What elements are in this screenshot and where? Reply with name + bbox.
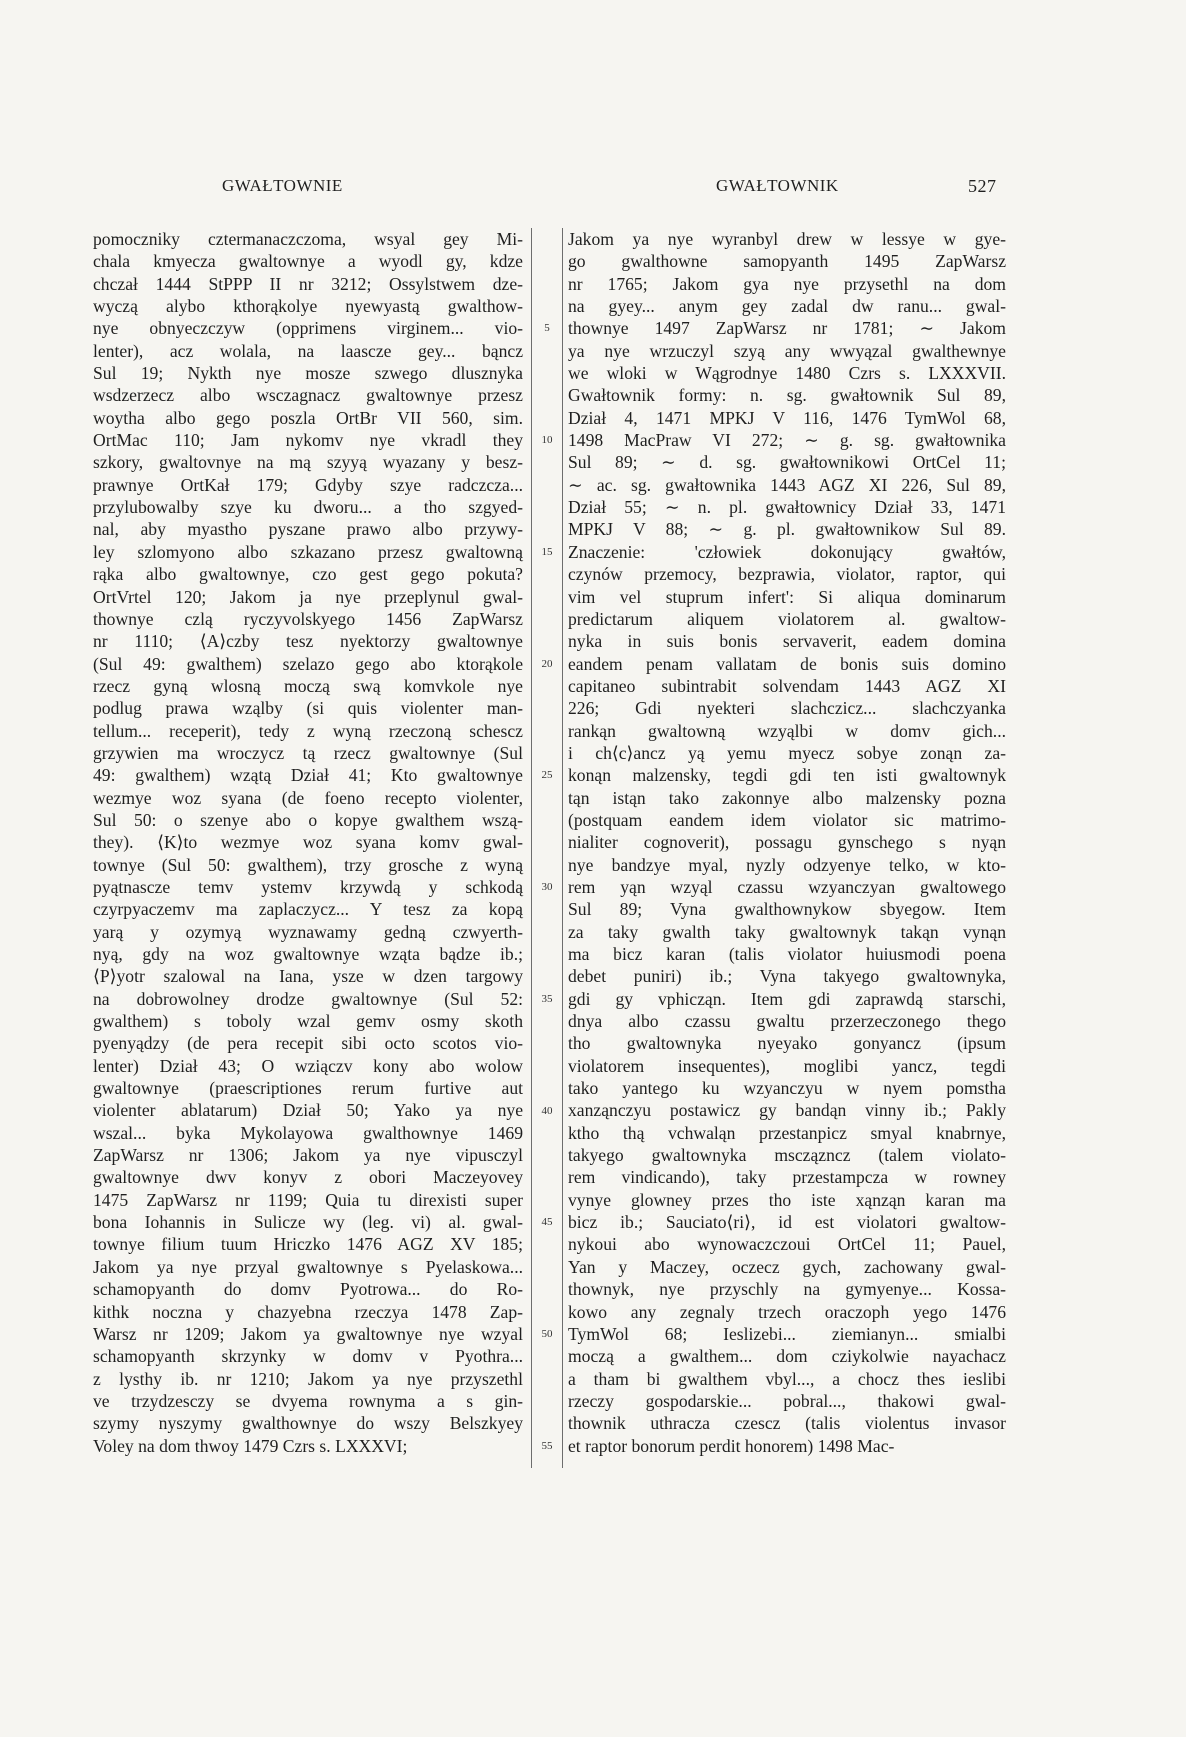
text-line: 226; Gdi nyekteri slachczicz... slachczyanka xyxy=(568,698,1006,719)
text-line: nyą, gdy na woz gwaltownye wząta bądze ib.; xyxy=(93,944,523,964)
text-line: Sul 89; Vyna gwalthownykow sbyegow. Item xyxy=(568,899,1006,920)
text-line: przylubowalby szye ku dworu... a tho szgyed- xyxy=(93,497,523,518)
left-column-text xyxy=(93,228,523,1457)
text-line: ley szlomyono albo szkazano przesz gwaltowną xyxy=(93,541,523,562)
header-right-headword: GWAŁTOWNIK xyxy=(716,176,839,195)
text-line: tho gwaltownyka nyeyako gonyancz (ipsum xyxy=(568,1033,1006,1054)
text-line: woytha albo gego poszla OrtBr VII 560, sim. xyxy=(93,407,523,428)
text-line: schamopyanth skrzynky w domv v Pyothra... xyxy=(93,1346,523,1367)
line-number: 15 xyxy=(541,545,553,558)
text-line: thownye 1497 ZapWarsz nr 1781; ∼ Jakom xyxy=(568,318,1006,339)
text-line: wsdzerzecz albo wsczagnacz gwaltownye przesz xyxy=(93,385,523,406)
text-line: kowo any zegnaly trzech oraczoph yego 1476 xyxy=(568,1301,1006,1322)
running-header xyxy=(0,176,1186,200)
text-line: na dobrowolney drodze gwaltownye (Sul 52: xyxy=(93,988,523,1009)
text-line: they). ⟨K⟩to wezmye woz syana komv gwal- xyxy=(93,832,523,853)
text-line: wezmye woz syana (de foeno recepto violenter, xyxy=(93,787,523,808)
text-line: takyego gwaltownyka msczązncz (talem violato- xyxy=(568,1145,1006,1166)
text-line: Sul 50: o szenye abo o kopye gwalthem wszą- xyxy=(93,809,523,830)
text-line: Jakom ya nye wyranbyl drew w lessye w gye- xyxy=(568,229,1006,249)
text-line: thownye czlą ryczyvolskyego 1456 ZapWarsz xyxy=(93,608,523,629)
line-number: 35 xyxy=(541,992,553,1005)
text-line: tąn istąn tako zakonnye albo malzensky pozna xyxy=(568,787,1006,808)
text-line: konąn malzensky, tegdi gdi ten isti gwaltownyk xyxy=(568,765,1006,786)
header-left-headword: GWAŁTOWNIE xyxy=(222,176,343,195)
line-number: 40 xyxy=(541,1104,553,1117)
right-column-text xyxy=(568,228,1006,1457)
text-line: gdi gy vphicząn. Item gdi zaprawdą starschi, xyxy=(568,988,1006,1009)
text-line: rem yąn wzyąl czassu wzyanczyan gwaltowego xyxy=(568,876,1006,897)
text-line: szkory, gwaltovnye na mą szyyą wyazany y besz- xyxy=(93,452,523,473)
text-line: Yan y Maczey, oczecz gych, zachowany gwal- xyxy=(568,1256,1006,1277)
text-line: schamopyanth do domv Pyotrowa... do Ro- xyxy=(93,1279,523,1300)
text-line: za taky gwalth taky gwaltownyk takąn vynąn xyxy=(568,921,1006,942)
text-line: (Sul 49: gwalthem) szelazo gego abo ktorąkole xyxy=(93,653,523,674)
text-line: moczą a gwalthem... dom cziykolwie nayachacz xyxy=(568,1346,1006,1367)
text-line: nr 1110; ⟨A⟩czby tesz nyektorzy gwaltownye xyxy=(93,631,523,652)
text-line: grzywien ma wroczycz tą rzecz gwaltownye (Sul xyxy=(93,742,523,763)
text-line: 1475 ZapWarsz nr 1199; Quia tu direxisti super xyxy=(93,1189,523,1210)
text-line: et raptor bonorum perdit honorem) 1498 Mac- xyxy=(568,1435,895,1456)
text-line: wszal... byka Mykolayowa gwalthownye 1469 xyxy=(93,1122,523,1143)
text-line: podlug prawa wząlby (si quis violenter man- xyxy=(93,698,523,719)
text-line: nialiter cognoverit), possagu gynschego s nyąn xyxy=(568,832,1006,853)
text-line: (postquam eandem idem violator sic matrimo- xyxy=(568,809,1006,830)
text-line: tako yantego ku wzyanczyu w nyem pomstha xyxy=(568,1078,1006,1099)
text-line: bicz ib.; Sauciato⟨ri⟩, id est violatori gwaltow- xyxy=(568,1212,1006,1233)
text-line: chczał 1444 StPPP II nr 3212; Ossylstwem dze- xyxy=(93,273,523,294)
text-line: chala kmyecza gwaltownye a wyodl gy, kdze xyxy=(93,251,523,272)
text-line: nye obnyeczczyw (opprimens virginem... vio- xyxy=(93,318,523,339)
text-line: ma bicz karan (talis violator huiusmodi poena xyxy=(568,944,1006,964)
text-line: Dział 4, 1471 MPKJ V 116, 1476 TymWol 68, xyxy=(568,407,1006,428)
line-number: 20 xyxy=(541,657,553,670)
text-line: townye (Sul 50: gwalthem), trzy grosche z wyną xyxy=(93,854,523,875)
text-line: nyka in suis bonis servaverit, eadem domina xyxy=(568,631,1006,652)
text-line: Gwałtownik formy: n. sg. gwałtownik Sul 89, xyxy=(568,385,1006,406)
text-line: ve trzydzesczy se dvyema rownyma a s gin- xyxy=(93,1390,523,1411)
text-line: MPKJ V 88; ∼ g. pl. gwałtownikow Sul 89. xyxy=(568,519,1006,540)
text-line: lenter) Dział 43; O wziączv kony abo wolow xyxy=(93,1055,523,1076)
text-line: eandem penam vallatam de bonis suis domino xyxy=(568,653,1006,674)
text-line: dnya albo czassu gwaltu przerzeczonego thego xyxy=(568,1011,1006,1032)
text-line: vynye glowney przes tho iste xąnząn karan ma xyxy=(568,1189,1006,1210)
text-line: ∼ ac. sg. gwałtownika 1443 AGZ XI 226, Sul 89, xyxy=(568,474,1006,495)
text-line: czynów przemocy, bezprawia, violator, raptor, qui xyxy=(568,564,1006,585)
text-line: na gyey... anym gey zadal dw ranu... gwal- xyxy=(568,296,1006,317)
text-line: ⟨P⟩yotr szalowal na Iana, ysze w dzen targowy xyxy=(93,966,523,987)
text-line: gwaltownye (praescriptiones rerum furtive aut xyxy=(93,1078,523,1099)
text-line: capitaneo subintrabit solvendam 1443 AGZ XI xyxy=(568,675,1006,696)
text-line: violatorem insequentes), moglibi yancz, tegdi xyxy=(568,1055,1006,1076)
text-line: go gwalthowne samopyanth 1495 ZapWarsz xyxy=(568,251,1006,272)
text-line: OrtVrtel 120; Jakom ja nye przeplynul gwal- xyxy=(93,586,523,607)
text-line: debet puniri) ib.; Vyna takyego gwaltownyka, xyxy=(568,966,1006,987)
line-number: 50 xyxy=(541,1328,553,1341)
text-line: Warsz nr 1209; Jakom ya gwaltownye nye wzyal xyxy=(93,1323,523,1344)
text-line: nal, aby myastho pyszane prawo albo przywy- xyxy=(93,519,523,540)
text-line: z lysthy ib. nr 1210; Jakom ya nye przyszethl xyxy=(93,1368,523,1389)
text-line: townye filium tuum Hriczko 1476 AGZ XV 185; xyxy=(93,1234,523,1255)
line-number: 55 xyxy=(541,1439,553,1452)
text-line: nr 1765; Jakom gya nye przysethl na dom xyxy=(568,273,1006,294)
text-line: 1498 MacPraw VI 272; ∼ g. sg. gwałtownika xyxy=(568,430,1006,451)
text-line: tellum... receperit), tedy z wyną rzeczoną schescz xyxy=(93,720,523,741)
text-line: TymWol 68; Ieslizebi... ziemianyn... smialbi xyxy=(568,1323,1006,1344)
text-line: we wloki w Wągrodnye 1480 Czrs s. LXXXVII. xyxy=(568,363,1006,384)
text-line: pyenyądzy (de pera recepit sibi octo scotos vio- xyxy=(93,1033,523,1054)
text-line: gwaltownye dwv konyv z obori Maczeyovey xyxy=(93,1167,523,1188)
text-line: 49: gwalthem) wzątą Dział 41; Kto gwaltownye xyxy=(93,765,523,786)
text-line: Voley na dom thwoy 1479 Czrs s. LXXXVI; xyxy=(93,1435,408,1456)
text-line: kithk noczna y chazyebna rzeczya 1478 Zap- xyxy=(93,1301,523,1322)
text-line: pomoczniky cztermanaczczoma, wsyal gey Mi- xyxy=(93,229,523,249)
text-line: vim vel stuprum infert': Si aliqua dominarum xyxy=(568,586,1006,607)
text-line: bona Iohannis in Sulicze wy (leg. vi) al. gwal- xyxy=(93,1212,523,1233)
text-line: nye bandzye myal, nyzly odzyenye telko, w kto- xyxy=(568,854,1006,875)
text-line: xanząnczyu postawicz gy bandąn vinny ib.; Pakly xyxy=(568,1100,1006,1121)
text-line: rankąn gwaltowną wzyąlbi w domv gich... xyxy=(568,720,1006,741)
text-line: predictarum aliquem violatorem al. gwaltow- xyxy=(568,608,1006,629)
text-line: ZapWarsz nr 1306; Jakom ya nye vipusczyl xyxy=(93,1145,523,1166)
text-line: Jakom ya nye przyal gwaltownye s Pyelaskowa... xyxy=(93,1256,523,1277)
text-line: pyątnascze temv ystemv krzywdą y schkodą xyxy=(93,876,523,897)
text-line: czyrpyaczemv ma zaplaczycz... Y tesz za kopą xyxy=(93,899,523,920)
text-line: prawnye OrtKał 179; Gdyby szye radczcza... xyxy=(93,474,523,495)
line-number: 25 xyxy=(541,769,553,782)
line-number: 10 xyxy=(541,434,553,447)
column-divider-left xyxy=(531,228,532,1468)
column-divider-right xyxy=(562,228,563,1468)
text-line: ktho thą vchwaląn przestanpicz smyal knabrnye, xyxy=(568,1122,1006,1143)
text-line: nykoui abo wynowaczczoui OrtCel 11; Pauel, xyxy=(568,1234,1006,1255)
text-line: thownik uthracza czescz (talis violentus invasor xyxy=(568,1413,1006,1434)
text-line: rem vindicando), taky przestampcza w rowney xyxy=(568,1167,1006,1188)
text-line: Znaczenie: 'człowiek dokonujący gwałtów, xyxy=(568,541,1006,562)
text-line: wyczą alybo kthorąkolye nyewyastą gwalthow- xyxy=(93,296,523,317)
line-number: 30 xyxy=(541,881,553,894)
text-line: yarą y ozymyą wyznawamy gedną czwyerth- xyxy=(93,921,523,942)
text-line: Sul 19; Nykth nye mosze szwego dlusznyka xyxy=(93,363,523,384)
text-line: i ch⟨c⟩ancz yą yemu myecz sobye zonąn za- xyxy=(568,742,1006,763)
text-line: rzeczy gospodarskie... pobral..., thakowi gwal- xyxy=(568,1390,1006,1411)
line-number: 45 xyxy=(541,1216,553,1229)
text-line: violenter ablatarum) Dział 50; Yako ya nye xyxy=(93,1100,523,1121)
page-number: 527 xyxy=(968,176,997,196)
text-line: rąka albo gwaltownye, czo gest gego pokuta? xyxy=(93,564,523,585)
text-line: ya nye wrzuczyl szyą any wwyązal gwalthewnye xyxy=(568,340,1006,361)
text-line: a tham bi gwalthem vbyl..., a chocz thes ieslibi xyxy=(568,1368,1006,1389)
line-number: 5 xyxy=(544,322,550,335)
text-line: rzecz gyną wlosną moczą swą komvkole nye xyxy=(93,675,523,696)
text-line: Sul 89; ∼ d. sg. gwałtownikowi OrtCel 11; xyxy=(568,452,1006,473)
text-line: gwalthem) s toboly wzal gemv osmy skoth xyxy=(93,1011,523,1032)
text-line: lenter), acz wolala, na laascze gey... bąncz xyxy=(93,340,523,361)
text-line: Dział 55; ∼ n. pl. gwałtownicy Dział 33, 1471 xyxy=(568,497,1006,518)
text-line: szymy nyszymy gwalthownye do wszy Belszkyey xyxy=(93,1413,523,1434)
text-line: thownyk, nye przyschly na gymyenye... Kossa- xyxy=(568,1279,1006,1300)
text-line: OrtMac 110; Jam nykomv nye vkradl they xyxy=(93,430,523,451)
